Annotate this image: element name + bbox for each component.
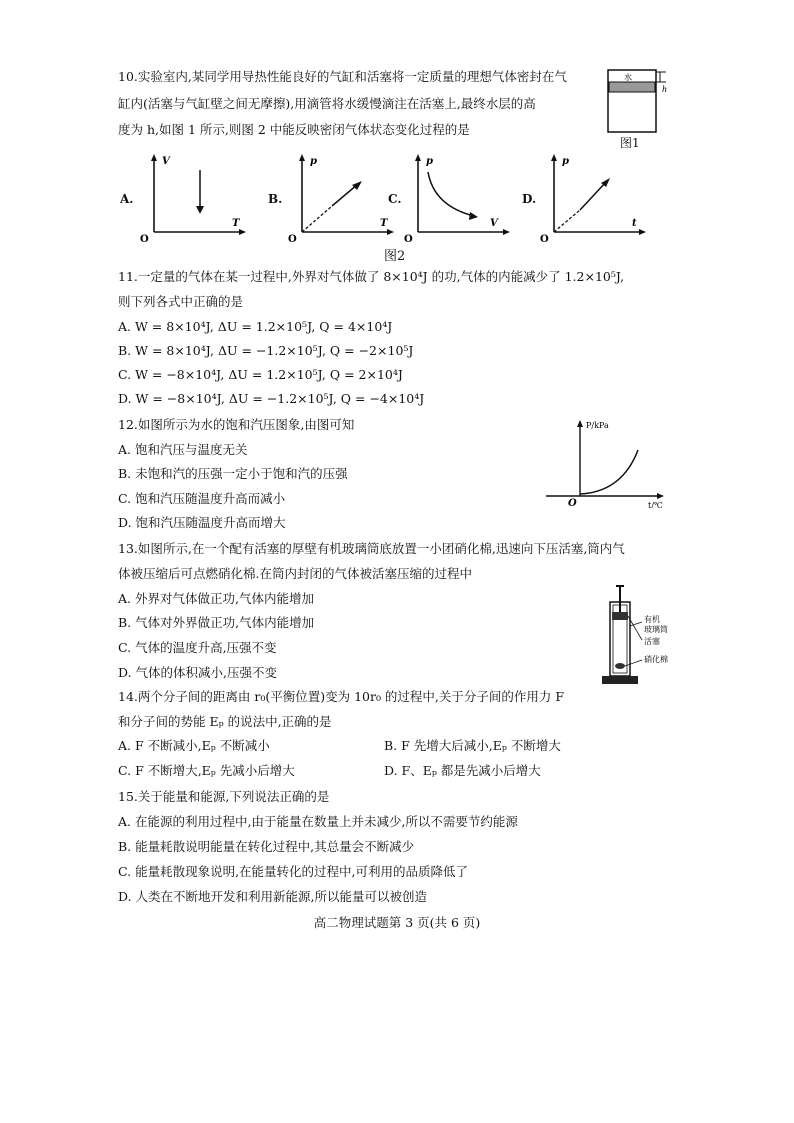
- q12-option-c: C. 饱和汽压随温度升高而减小: [118, 491, 286, 506]
- q10-figure-1-caption: 图1: [620, 136, 640, 150]
- q13-line-2: 体被压缩后可点燃硝化棉.在筒内封闭的气体被活塞压缩的过程中: [118, 566, 472, 581]
- q10-fig1-h-label: h: [662, 85, 668, 94]
- q10-line-1: 10.实验室内,某同学用导热性能良好的气缸和活塞将一定质量的理想气体密封在气: [118, 69, 567, 84]
- q15-option-d: D. 人类在不断地开发和利用新能源,所以能量可以被创造: [118, 889, 427, 904]
- q10-fig1-water-label: 水: [624, 73, 632, 82]
- q10-graph-d-origin: O: [540, 234, 549, 242]
- q14-option-c: C. F 不断增大,Eₚ 先减小后增大: [118, 763, 295, 778]
- q12-saturated-vapor-pressure-graph: [542, 416, 672, 508]
- q10-graph-a-label: A.: [120, 192, 134, 206]
- q13-fig-label-nitrocellulose: 硝化棉: [644, 655, 668, 664]
- q13-glass-tube-piston-figure: [596, 582, 686, 690]
- q10-graph-b-origin: O: [288, 234, 297, 242]
- q15-stem: 15.关于能量和能源,下列说法正确的是: [118, 789, 330, 804]
- q10-graph-a-x-axis: T: [232, 218, 240, 229]
- q10-graph-d: [540, 150, 650, 242]
- q10-graph-b: [288, 150, 398, 242]
- q12-option-b: B. 未饱和汽的压强一定小于饱和汽的压强: [118, 466, 348, 481]
- q12-stem: 12.如图所示为水的饱和汽压图象,由图可知: [118, 417, 355, 432]
- q11-option-a: A. W = 8×10⁴J, ΔU = 1.2×10⁵J, Q = 4×10⁴J: [118, 319, 393, 334]
- q10-graph-d-y-axis: p: [562, 156, 569, 167]
- q10-graph-d-label: D.: [522, 192, 537, 206]
- q13-option-b: B. 气体对外界做正功,气体内能增加: [118, 615, 315, 630]
- q10-graph-b-label: B.: [268, 192, 283, 206]
- q10-graph-d-x-axis: t: [632, 218, 637, 229]
- q10-graph-a-origin: O: [140, 234, 149, 242]
- q13-line-1: 13.如图所示,在一个配有活塞的厚壁有机玻璃筒底放置一小团硝化棉,迅速向下压活塞,筒内气: [118, 541, 625, 556]
- q10-graph-a-y-axis: V: [162, 156, 170, 167]
- q15-option-a: A. 在能源的利用过程中,由于能量在数量上并未减少,所以不需要节约能源: [118, 814, 518, 829]
- q11-line-1: 11.一定量的气体在某一过程中,外界对气体做了 8×10⁴J 的功,气体的内能减少了 1.2×10⁵J,: [118, 269, 625, 284]
- q11-option-b: B. W = 8×10⁴J, ΔU = −1.2×10⁵J, Q = −2×10⁵J: [118, 343, 414, 358]
- q15-option-c: C. 能量耗散现象说明,在能量转化的过程中,可利用的品质降低了: [118, 864, 469, 879]
- q12-graph-origin: O: [568, 498, 577, 508]
- q13-fig-label-piston: 活塞: [644, 637, 660, 646]
- q11-line-2: 则下列各式中正确的是: [118, 294, 244, 309]
- q11-option-c: C. W = −8×10⁴J, ΔU = 1.2×10⁵J, Q = 2×10⁴J: [118, 367, 403, 382]
- q10-graph-c-y-axis: p: [426, 156, 433, 167]
- q13-option-c: C. 气体的温度升高,压强不变: [118, 640, 277, 655]
- q10-graph-c: [404, 150, 514, 242]
- page-footer: 高二物理试题第 3 页(共 6 页): [313, 915, 481, 930]
- q10-graph-c-x-axis: V: [490, 218, 498, 229]
- q13-option-d: D. 气体的体积减小,压强不变: [118, 665, 277, 680]
- q14-line-2: 和分子间的势能 Eₚ 的说法中,正确的是: [118, 714, 332, 729]
- q13-option-a: A. 外界对气体做正功,气体内能增加: [118, 591, 314, 606]
- q14-option-a: A. F 不断减小,Eₚ 不断减小: [118, 738, 270, 753]
- q10-graph-b-x-axis: T: [380, 218, 388, 229]
- q12-graph-x-axis: t/℃: [648, 501, 663, 508]
- q10-graph-c-label: C.: [388, 192, 402, 206]
- q12-graph-y-axis: P/kPa: [586, 421, 609, 430]
- q11-option-d: D. W = −8×10⁴J, ΔU = −1.2×10⁵J, Q = −4×10⁴J: [118, 391, 425, 406]
- q14-line-1: 14.两个分子间的距离由 r₀(平衡位置)变为 10r₀ 的过程中,关于分子间的作用力 F: [118, 689, 565, 704]
- q10-graph-a: [140, 150, 250, 242]
- q12-option-a: A. 饱和汽压与温度无关: [118, 442, 248, 457]
- q13-fig-label-organic: 有机: [644, 615, 660, 624]
- q14-option-d: D. F、Eₚ 都是先减小后增大: [384, 763, 541, 778]
- q10-line-3: 度为 h,如图 1 所示,则图 2 中能反映密闭气体状态变化过程的是: [118, 122, 470, 137]
- q10-graph-c-origin: O: [404, 234, 413, 242]
- q13-fig-label-glass-tube: 玻璃筒: [644, 625, 668, 634]
- q15-option-b: B. 能量耗散说明能量在转化过程中,其总量会不断减少: [118, 839, 415, 854]
- q10-graph-b-y-axis: p: [310, 156, 317, 167]
- q12-option-d: D. 饱和汽压随温度升高而增大: [118, 515, 286, 530]
- q10-figure-2-caption: 图2: [384, 249, 406, 264]
- q14-option-b: B. F 先增大后减小,Eₚ 不断增大: [384, 738, 561, 753]
- q10-line-2: 缸内(活塞与气缸壁之间无摩擦),用滴管将水缓慢滴注在活塞上,最终水层的高: [118, 96, 536, 111]
